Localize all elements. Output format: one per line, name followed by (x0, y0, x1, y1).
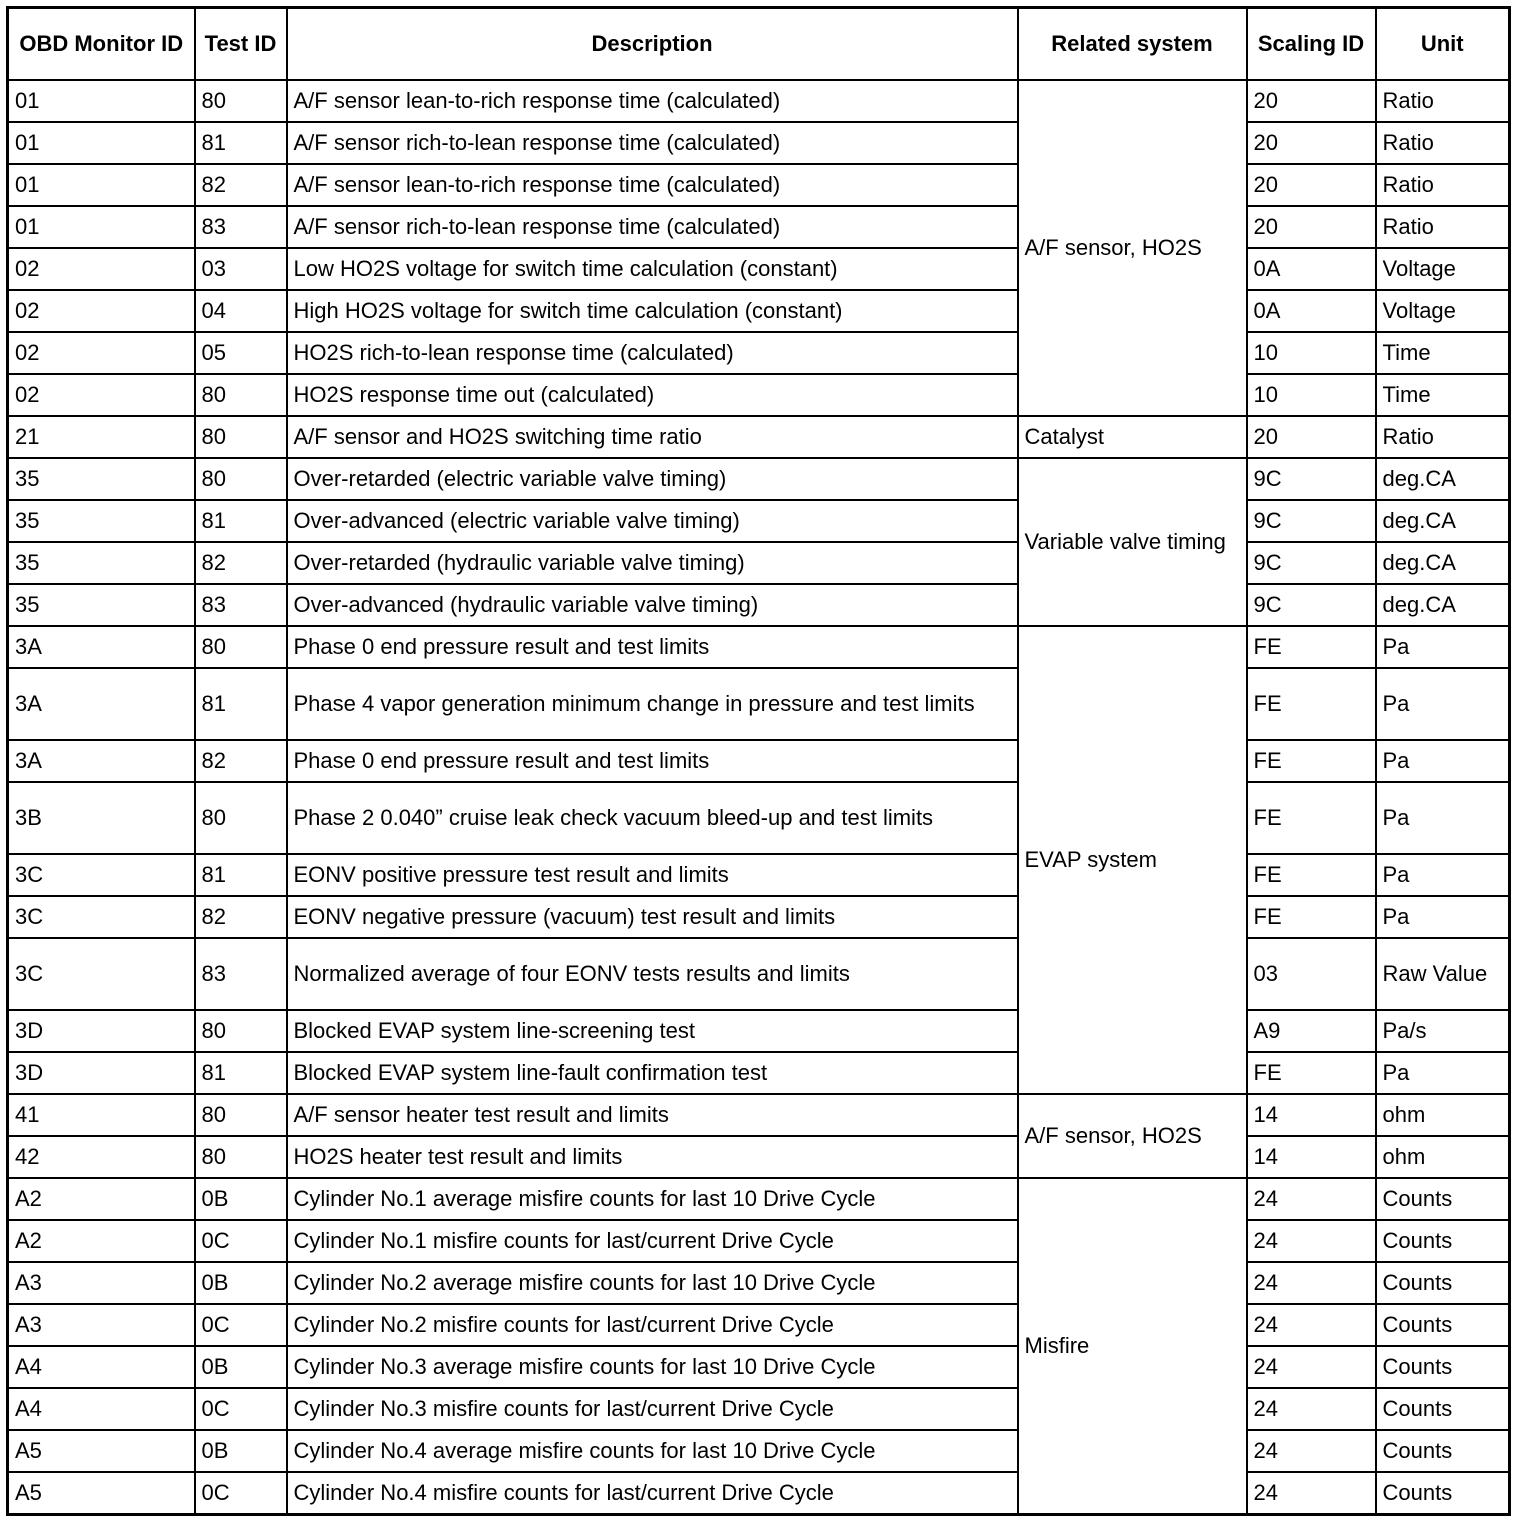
cell-description: Cylinder No.4 average misfire counts for last 10 Drive Cycle (287, 1430, 1018, 1472)
cell-scaling-id: A9 (1247, 1010, 1376, 1052)
cell-test-id: 03 (195, 248, 287, 290)
table-row (8, 668, 1510, 740)
cell-unit: Pa (1376, 854, 1510, 896)
table-row (8, 374, 1510, 416)
cell-unit: Counts (1376, 1472, 1510, 1515)
cell-test-id: 0B (195, 1178, 287, 1220)
cell-scaling-id: 20 (1247, 80, 1376, 122)
cell-test-id: 80 (195, 1136, 287, 1178)
cell-test-id: 81 (195, 1052, 287, 1094)
cell-description: Low HO2S voltage for switch time calculation (constant) (287, 248, 1018, 290)
cell-scaling-id: 14 (1247, 1094, 1376, 1136)
cell-scaling-id: FE (1247, 854, 1376, 896)
cell-test-id: 83 (195, 938, 287, 1010)
cell-monitor-id: 3C (8, 896, 195, 938)
cell-description: Over-advanced (electric variable valve timing) (287, 500, 1018, 542)
cell-test-id: 80 (195, 1010, 287, 1052)
table-row (8, 206, 1510, 248)
cell-unit: Counts (1376, 1346, 1510, 1388)
cell-test-id: 83 (195, 584, 287, 626)
cell-monitor-id: 3A (8, 668, 195, 740)
cell-description: Cylinder No.3 average misfire counts for last 10 Drive Cycle (287, 1346, 1018, 1388)
table-row (8, 854, 1510, 896)
cell-scaling-id: 9C (1247, 458, 1376, 500)
cell-unit: Voltage (1376, 290, 1510, 332)
cell-description: A/F sensor heater test result and limits (287, 1094, 1018, 1136)
cell-unit: deg.CA (1376, 500, 1510, 542)
cell-related-system: Catalyst (1018, 416, 1247, 458)
cell-description: A/F sensor rich-to-lean response time (calculated) (287, 206, 1018, 248)
cell-description: Phase 0 end pressure result and test limits (287, 626, 1018, 668)
cell-test-id: 80 (195, 1094, 287, 1136)
cell-monitor-id: 3A (8, 626, 195, 668)
cell-monitor-id: A4 (8, 1388, 195, 1430)
cell-monitor-id: A2 (8, 1178, 195, 1220)
cell-scaling-id: 03 (1247, 938, 1376, 1010)
cell-monitor-id: A5 (8, 1430, 195, 1472)
cell-test-id: 81 (195, 500, 287, 542)
table-row (8, 1346, 1510, 1388)
cell-description: Phase 4 vapor generation minimum change in pressure and test limits (287, 668, 1018, 740)
table-row (8, 1220, 1510, 1262)
table-row (8, 1052, 1510, 1094)
cell-unit: Pa (1376, 626, 1510, 668)
cell-test-id: 82 (195, 740, 287, 782)
table-row (8, 1304, 1510, 1346)
cell-monitor-id: 02 (8, 332, 195, 374)
cell-description: EONV positive pressure test result and limits (287, 854, 1018, 896)
table-row (8, 290, 1510, 332)
cell-description: Over-retarded (electric variable valve timing) (287, 458, 1018, 500)
cell-scaling-id: 24 (1247, 1472, 1376, 1515)
table-row (8, 332, 1510, 374)
cell-unit: ohm (1376, 1094, 1510, 1136)
cell-scaling-id: 24 (1247, 1220, 1376, 1262)
cell-scaling-id: 9C (1247, 500, 1376, 542)
cell-scaling-id: 24 (1247, 1178, 1376, 1220)
cell-test-id: 05 (195, 332, 287, 374)
cell-unit: deg.CA (1376, 542, 1510, 584)
cell-unit: Pa (1376, 782, 1510, 854)
cell-unit: Counts (1376, 1220, 1510, 1262)
cell-monitor-id: 01 (8, 122, 195, 164)
table-row (8, 1094, 1510, 1136)
cell-test-id: 83 (195, 206, 287, 248)
cell-description: Cylinder No.2 average misfire counts for last 10 Drive Cycle (287, 1262, 1018, 1304)
header-description: Description (287, 8, 1018, 81)
table-row (8, 1010, 1510, 1052)
cell-scaling-id: 20 (1247, 122, 1376, 164)
cell-unit: Counts (1376, 1262, 1510, 1304)
cell-description: Over-retarded (hydraulic variable valve timing) (287, 542, 1018, 584)
cell-description: Blocked EVAP system line-screening test (287, 1010, 1018, 1052)
cell-monitor-id: 35 (8, 500, 195, 542)
table-row (8, 458, 1510, 500)
cell-test-id: 80 (195, 80, 287, 122)
cell-unit: Counts (1376, 1178, 1510, 1220)
table-row (8, 626, 1510, 668)
cell-test-id: 81 (195, 854, 287, 896)
cell-unit: deg.CA (1376, 584, 1510, 626)
cell-monitor-id: 3C (8, 854, 195, 896)
cell-test-id: 0C (195, 1388, 287, 1430)
cell-related-system: EVAP system (1018, 626, 1247, 1094)
cell-related-system: Variable valve timing (1018, 458, 1247, 626)
cell-scaling-id: FE (1247, 626, 1376, 668)
cell-test-id: 80 (195, 416, 287, 458)
cell-monitor-id: 41 (8, 1094, 195, 1136)
cell-scaling-id: 24 (1247, 1430, 1376, 1472)
table-row (8, 1178, 1510, 1220)
cell-scaling-id: 24 (1247, 1346, 1376, 1388)
cell-unit: Voltage (1376, 248, 1510, 290)
cell-description: Over-advanced (hydraulic variable valve timing) (287, 584, 1018, 626)
cell-related-system: A/F sensor, HO2S (1018, 80, 1247, 416)
cell-test-id: 0C (195, 1220, 287, 1262)
table-row (8, 416, 1510, 458)
table-row (8, 896, 1510, 938)
header-related-system: Related system (1018, 8, 1247, 81)
cell-description: High HO2S voltage for switch time calculation (constant) (287, 290, 1018, 332)
cell-monitor-id: 3A (8, 740, 195, 782)
cell-scaling-id: 10 (1247, 332, 1376, 374)
cell-test-id: 82 (195, 896, 287, 938)
cell-monitor-id: 01 (8, 80, 195, 122)
cell-description: A/F sensor lean-to-rich response time (calculated) (287, 80, 1018, 122)
cell-scaling-id: 20 (1247, 416, 1376, 458)
table-row (8, 1136, 1510, 1178)
cell-scaling-id: FE (1247, 896, 1376, 938)
cell-scaling-id: 9C (1247, 542, 1376, 584)
table-row (8, 740, 1510, 782)
cell-monitor-id: 3D (8, 1052, 195, 1094)
cell-description: Cylinder No.2 misfire counts for last/current Drive Cycle (287, 1304, 1018, 1346)
cell-unit: Time (1376, 374, 1510, 416)
cell-monitor-id: 35 (8, 542, 195, 584)
table-row (8, 542, 1510, 584)
cell-unit: Ratio (1376, 122, 1510, 164)
cell-scaling-id: FE (1247, 782, 1376, 854)
cell-unit: Pa (1376, 740, 1510, 782)
cell-test-id: 80 (195, 374, 287, 416)
cell-unit: Pa/s (1376, 1010, 1510, 1052)
cell-test-id: 0B (195, 1262, 287, 1304)
cell-test-id: 04 (195, 290, 287, 332)
header-test-id: Test ID (195, 8, 287, 81)
table-row (8, 584, 1510, 626)
cell-unit: Ratio (1376, 416, 1510, 458)
cell-test-id: 0C (195, 1304, 287, 1346)
cell-scaling-id: FE (1247, 668, 1376, 740)
cell-unit: Ratio (1376, 80, 1510, 122)
cell-unit: Raw Value (1376, 938, 1510, 1010)
cell-unit: Ratio (1376, 164, 1510, 206)
cell-unit: Counts (1376, 1388, 1510, 1430)
cell-scaling-id: 24 (1247, 1388, 1376, 1430)
cell-monitor-id: 42 (8, 1136, 195, 1178)
table-row (8, 1388, 1510, 1430)
cell-scaling-id: 24 (1247, 1262, 1376, 1304)
table-row (8, 80, 1510, 122)
cell-test-id: 0B (195, 1346, 287, 1388)
table-row (8, 500, 1510, 542)
cell-monitor-id: A2 (8, 1220, 195, 1262)
cell-test-id: 80 (195, 626, 287, 668)
cell-unit: Pa (1376, 1052, 1510, 1094)
table-row (8, 1472, 1510, 1515)
cell-monitor-id: 3D (8, 1010, 195, 1052)
table-row (8, 782, 1510, 854)
cell-description: A/F sensor rich-to-lean response time (calculated) (287, 122, 1018, 164)
table-row (8, 164, 1510, 206)
obd-monitor-table (6, 6, 1511, 1516)
cell-description: EONV negative pressure (vacuum) test result and limits (287, 896, 1018, 938)
cell-description: A/F sensor lean-to-rich response time (calculated) (287, 164, 1018, 206)
cell-description: Cylinder No.4 misfire counts for last/current Drive Cycle (287, 1472, 1018, 1515)
cell-monitor-id: 01 (8, 206, 195, 248)
table-row (8, 248, 1510, 290)
cell-scaling-id: 0A (1247, 248, 1376, 290)
cell-scaling-id: 0A (1247, 290, 1376, 332)
cell-monitor-id: 02 (8, 374, 195, 416)
table-row (8, 1430, 1510, 1472)
cell-monitor-id: 01 (8, 164, 195, 206)
cell-description: Phase 2 0.040” cruise leak check vacuum bleed-up and test limits (287, 782, 1018, 854)
cell-related-system: A/F sensor, HO2S (1018, 1094, 1247, 1178)
cell-scaling-id: 20 (1247, 206, 1376, 248)
cell-description: Phase 0 end pressure result and test limits (287, 740, 1018, 782)
cell-description: HO2S response time out (calculated) (287, 374, 1018, 416)
cell-scaling-id: FE (1247, 1052, 1376, 1094)
table-row (8, 1262, 1510, 1304)
cell-monitor-id: 21 (8, 416, 195, 458)
header-monitor-id: OBD Monitor ID (8, 8, 195, 81)
cell-scaling-id: 14 (1247, 1136, 1376, 1178)
cell-test-id: 81 (195, 122, 287, 164)
cell-test-id: 80 (195, 782, 287, 854)
cell-description: Normalized average of four EONV tests results and limits (287, 938, 1018, 1010)
cell-description: Cylinder No.1 misfire counts for last/current Drive Cycle (287, 1220, 1018, 1262)
cell-monitor-id: A4 (8, 1346, 195, 1388)
cell-test-id: 0B (195, 1430, 287, 1472)
cell-scaling-id: 9C (1247, 584, 1376, 626)
cell-unit: Pa (1376, 896, 1510, 938)
cell-description: Cylinder No.1 average misfire counts for last 10 Drive Cycle (287, 1178, 1018, 1220)
cell-description: HO2S rich-to-lean response time (calculated) (287, 332, 1018, 374)
table-row (8, 938, 1510, 1010)
table-row (8, 122, 1510, 164)
cell-scaling-id: 24 (1247, 1304, 1376, 1346)
cell-monitor-id: 02 (8, 248, 195, 290)
cell-unit: ohm (1376, 1136, 1510, 1178)
cell-unit: deg.CA (1376, 458, 1510, 500)
cell-scaling-id: 20 (1247, 164, 1376, 206)
cell-monitor-id: 3C (8, 938, 195, 1010)
cell-unit: Ratio (1376, 206, 1510, 248)
cell-description: A/F sensor and HO2S switching time ratio (287, 416, 1018, 458)
cell-description: Cylinder No.3 misfire counts for last/current Drive Cycle (287, 1388, 1018, 1430)
cell-unit: Counts (1376, 1304, 1510, 1346)
cell-test-id: 80 (195, 458, 287, 500)
cell-unit: Time (1376, 332, 1510, 374)
cell-monitor-id: A5 (8, 1472, 195, 1515)
cell-related-system: Misfire (1018, 1178, 1247, 1515)
header-scaling-id: Scaling ID (1247, 8, 1376, 81)
cell-test-id: 0C (195, 1472, 287, 1515)
cell-monitor-id: 3B (8, 782, 195, 854)
cell-description: HO2S heater test result and limits (287, 1136, 1018, 1178)
cell-test-id: 82 (195, 542, 287, 584)
cell-scaling-id: 10 (1247, 374, 1376, 416)
header-unit: Unit (1376, 8, 1510, 81)
cell-monitor-id: A3 (8, 1262, 195, 1304)
cell-monitor-id: 35 (8, 584, 195, 626)
cell-scaling-id: FE (1247, 740, 1376, 782)
cell-unit: Pa (1376, 668, 1510, 740)
cell-test-id: 82 (195, 164, 287, 206)
cell-test-id: 81 (195, 668, 287, 740)
cell-monitor-id: A3 (8, 1304, 195, 1346)
cell-monitor-id: 02 (8, 290, 195, 332)
header-row (8, 8, 1510, 81)
cell-description: Blocked EVAP system line-fault confirmation test (287, 1052, 1018, 1094)
cell-unit: Counts (1376, 1430, 1510, 1472)
cell-monitor-id: 35 (8, 458, 195, 500)
obd-table-container (6, 6, 1511, 1516)
